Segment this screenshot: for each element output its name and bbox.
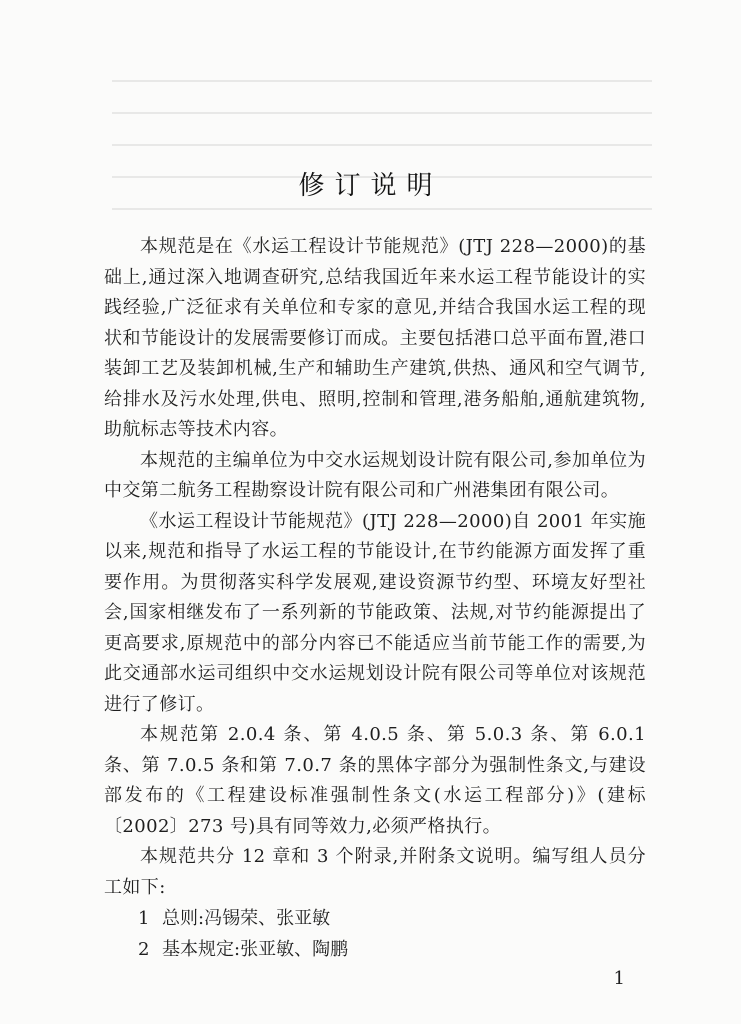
document-body (104, 232, 646, 965)
page-number: 1 (613, 968, 625, 989)
paragraph-revision-basis: 本规范是在《水运工程设计节能规范》(JTJ 228—2000)的基础上,通过深入地调查研究,总结我国近年来水运工程节能设计的实践经验,广泛征求有关单位和专家的意见,并结合我国水运工程的现状和节能设计的发展需要修订而成。主要包括港口总平面布置,港口装卸工艺及装卸机械,生产和辅助生产建筑,供热、通风和空气调节,给排水及污水处理,供电、照明,控制和管理,港务船舶,通航建筑物,助航标志等技术内容。 (104, 236, 646, 440)
paragraph-structure: 本规范共分 12 章和 3 个附录,并附条文说明。编写组人员分工如下: (104, 846, 646, 898)
list-item-number: 1 (138, 908, 150, 929)
paragraph-editing-units: 本规范的主编单位为中交水运规划设计院有限公司,参加单位为中交第二航务工程勘察设计院有限公司和广州港集团有限公司。 (104, 449, 646, 501)
paragraph-mandatory-clauses: 本规范第 2.0.4 条、第 4.0.5 条、第 5.0.3 条、第 6.0.1 条、第 7.0.5 条和第 7.0.7 条的黑体字部分为强制性条文,与建设部发布的《工程建设标准强制性条文(水运工程部分)》(建标〔2002〕273 号)具有同等效力,必须严格执行。 (104, 724, 646, 837)
list-item-number: 2 (138, 939, 150, 960)
paragraph-revision-background: 《水运工程设计节能规范》(JTJ 228—2000)自 2001 年实施以来,规范和指导了水运工程的节能设计,在节约能源方面发挥了重要作用。为贯彻落实科学发展观,建设资源节约型、环境友好型社会,国家相继发布了一系列新的节能政策、法规,对节约能源提出了更高要求,原规范中的部分内容已不能适应当前节能工作的需要,为此交通部水运司组织中交水运规划设计院有限公司等单位对该规范进行了修订。 (104, 510, 646, 715)
list-item (104, 903, 646, 934)
list-item-text: 总则:冯锡荣、张亚敏 (162, 908, 331, 929)
list-item-text: 基本规定:张亚敏、陶鹏 (162, 939, 349, 960)
list-item (104, 934, 646, 965)
bleed-through-text (112, 80, 652, 240)
page-title: 修订说明 (298, 171, 443, 201)
